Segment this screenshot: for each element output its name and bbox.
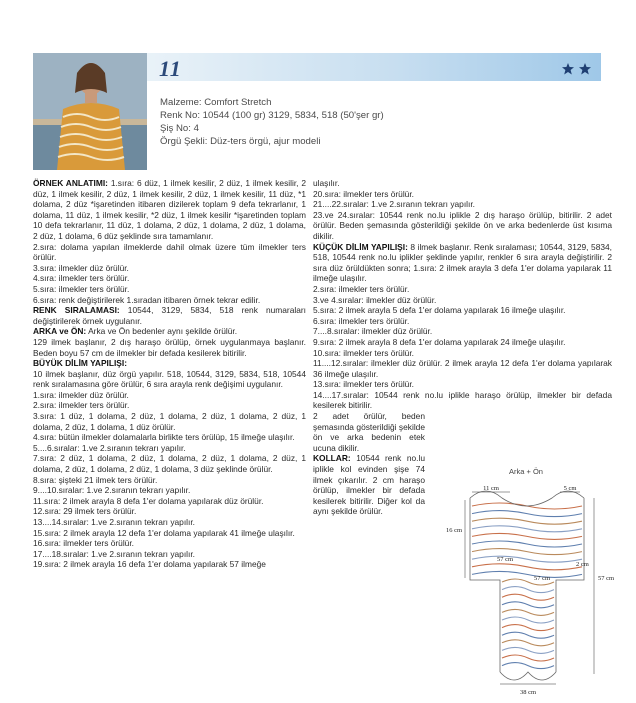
- instruction-paragraph: [313, 453, 425, 517]
- instruction-text: 5.sıra: 2 ilmek arayla 5 defa 1'er dolama yapılarak 16 ilmeğe ulaşılır.: [313, 305, 566, 316]
- stripe-line: [502, 632, 554, 638]
- instruction-paragraph: [313, 337, 612, 348]
- instruction-text: 13....14.sıralar: 1.ve 2.sıranın tekrarı yapılır.: [33, 517, 195, 527]
- stripe-line: [502, 617, 554, 623]
- instruction-text: 2.sıra: ilmekler ters örülür.: [313, 283, 410, 294]
- stripe-line: [502, 663, 554, 669]
- instruction-paragraph: [313, 305, 612, 316]
- instruction-text: 3.ve 4.sıralar: ilmekler düz örülür.: [313, 294, 437, 305]
- dim-bottom-width: 38 cm: [519, 689, 537, 696]
- instructions-column-left: [33, 178, 306, 570]
- instruction-paragraph: [313, 379, 612, 390]
- instruction-paragraph: [313, 189, 612, 200]
- instruction-paragraph: [313, 348, 612, 359]
- diagram-title: Arka + Ön: [509, 467, 543, 476]
- stitch-line: Örgü Şekli: Düz-ters örgü, ajur modeli: [160, 136, 321, 147]
- instruction-paragraph: [33, 358, 306, 369]
- schematic-diagram: [434, 462, 634, 698]
- stripe-line: [472, 526, 582, 532]
- dim-total-height: 57 cm: [597, 575, 615, 582]
- instruction-paragraph: [33, 242, 306, 263]
- instruction-paragraph: [313, 178, 612, 189]
- section-heading: BÜYÜK DİLİM YAPILIŞI:: [33, 358, 127, 369]
- instruction-paragraph: [33, 305, 306, 326]
- pattern-number: 11: [159, 56, 182, 81]
- section-heading: RENK SIRALAMASI:: [33, 305, 120, 316]
- instruction-text: 2 adet örülür, beden şemasında gösterildiği şekilde ön ve arka bedenin etek ucuna dikilir.: [313, 411, 425, 453]
- stripe-line: [472, 533, 582, 539]
- instruction-paragraph: [313, 326, 612, 337]
- instruction-text: 23.ve 24.sıralar: 10544 renk no.lu iplikle 2 dış haraşo örülüp, bitirilir. 2 adet örülür. Beden şemasında gösterildiği şekilde ön ve arka bedenlerde üst kısıma dikilir.: [313, 209, 612, 241]
- instruction-text: 16.sıra: ilmekler ters örülür.: [33, 538, 134, 549]
- stripe-line: [472, 511, 582, 517]
- instruction-paragraph: [313, 358, 612, 379]
- instruction-text: 17....18.sıralar: 1.ve 2.sıranın tekrarı yapılır.: [33, 548, 195, 559]
- instruction-text: 15.sıra: 2 ilmek arayla 12 defa 1'er dolama yapılarak 41 ilmeğe ulaşılır.: [33, 527, 295, 538]
- stripe-line: [472, 541, 582, 547]
- instruction-paragraph: [33, 178, 306, 242]
- instruction-paragraph: [33, 506, 306, 517]
- instruction-paragraph: [33, 337, 306, 358]
- instruction-text: 4.sıra: bütün ilmekler dolamalarla birlikte ters örülüp, 15 ilmeğe ulaşılır.: [33, 432, 295, 443]
- instruction-text: 3.sıra: 1 düz, 1 dolama, 2 düz, 1 dolama, 2 düz, 1 dolama, 2 düz, 1 dolama, 2 düz, 1 dolama, 1 düz örülür.: [33, 411, 306, 432]
- dim-sleeve-band: 2 cm: [576, 561, 589, 568]
- instruction-paragraph: [313, 411, 425, 453]
- instruction-text: 12.sıra: 29 ilmek ters örülür.: [33, 506, 137, 517]
- instruction-paragraph: [33, 273, 306, 284]
- instruction-paragraph: [33, 263, 306, 274]
- needle-line: Şiş No: 4: [160, 123, 199, 134]
- instruction-paragraph: [313, 242, 612, 284]
- instruction-text: ulaşılır.: [313, 178, 340, 188]
- instruction-paragraph: [33, 528, 306, 539]
- instruction-paragraph: [33, 326, 306, 337]
- instruction-paragraph: [33, 443, 306, 454]
- instruction-paragraph: [33, 390, 306, 401]
- instruction-paragraph: [33, 453, 306, 474]
- instruction-paragraph: [33, 369, 306, 390]
- instruction-text: 129 ilmek başlanır, 2 dış haraşo örülüp, örnek uygulanmaya başlanır. Beden boyu 57 cm de ilmekler bir defada kesilerek bitirilir.: [33, 336, 306, 358]
- stripe-line: [472, 571, 582, 577]
- instruction-text: 10 ilmek başlanır, düz örgü yapılır. 518, 10544, 3129, 5834, 518, 10544 renk sıralamasına göre örülür, 6 sıra arayla renk değişimi uygulanır.: [33, 368, 306, 390]
- instruction-text: 1.sıra: ilmekler düz örülür.: [33, 389, 129, 400]
- stripe-line: [502, 640, 554, 646]
- instruction-paragraph: [33, 559, 306, 570]
- instruction-paragraph: [313, 295, 612, 306]
- color-line: Renk No: 10544 (100 gr) 3129, 5834, 518 (50'şer gr): [160, 110, 384, 121]
- stripe-line: [502, 609, 554, 615]
- instruction-text: 9.sıra: 2 ilmek arayla 8 defa 1'er dolama yapılarak 24 ilmeğe ulaşılır.: [313, 336, 566, 347]
- instruction-text: 13.sıra: ilmekler ters örülür.: [313, 379, 414, 390]
- instruction-paragraph: [313, 199, 612, 210]
- instruction-paragraph: [33, 475, 306, 486]
- materials-block: [160, 96, 384, 148]
- stripe-line: [502, 602, 554, 608]
- instruction-paragraph: [313, 316, 612, 327]
- materials-line: Malzeme: Comfort Stretch: [160, 97, 272, 108]
- instruction-text: 7....8.sıralar: ilmekler düz örülür.: [313, 326, 433, 337]
- instruction-text: 10544 renk no.lu iplikle kol evinden şişe 74 ilmek çıkarılır. 2 cm haraşo örülüp, ilmekler bir defada kesilerek bitirilir. Diğer kol da aynı şekilde örülür.: [313, 453, 425, 517]
- instruction-paragraph: [313, 210, 612, 242]
- instruction-text: 11....12.sıralar: ilmekler düz örülür. 2 ilmek arayla 12 defa 1'er dolama yapılarak 36 ilmeğe ulaşılır.: [313, 358, 612, 379]
- section-heading: ÖRNEK ANLATIMI:: [33, 178, 108, 188]
- section-heading: ARKA ve ÖN:: [33, 326, 87, 337]
- dim-inner-height: 57 cm: [534, 575, 551, 582]
- instruction-text: 6.sıra: ilmekler ters örülür.: [313, 315, 410, 326]
- instruction-text: 5....6.sıralar: 1.ve 2.sıranın tekrarı yapılır.: [33, 442, 186, 453]
- instruction-text: Arka ve Ön bedenler aynı şekilde örülür.: [86, 326, 238, 337]
- instruction-text: 21....22.sıralar: 1.ve 2.sıranın tekrarı yapılır.: [313, 199, 475, 210]
- instruction-paragraph: [33, 517, 306, 528]
- instruction-text: 20.sıra: ilmekler ters örülür.: [313, 188, 414, 199]
- instruction-paragraph: [33, 496, 306, 507]
- stripe-line: [472, 518, 582, 524]
- instruction-paragraph: [33, 400, 306, 411]
- instruction-paragraph: [33, 432, 306, 443]
- stripe-line: [472, 556, 582, 562]
- instruction-text: 10.sıra: ilmekler ters örülür.: [313, 347, 414, 358]
- instruction-paragraph: [33, 411, 306, 432]
- instruction-text: 10544, 3129, 5834, 518 renk numaraları değiştirilerek örnek uygulanır.: [33, 305, 306, 326]
- star-icon: [562, 63, 574, 75]
- instruction-text: 7.sıra: 2 düz, 1 dolama, 2 düz, 1 dolama, 2 düz, 1 dolama, 2 düz, 1 dolama, 2 düz, 1 dolama, 2 düz, 1 dolama, 3 düz şeklinde örülür.: [33, 453, 306, 475]
- instruction-paragraph: [33, 549, 306, 560]
- instruction-paragraph: [33, 295, 306, 306]
- difficulty-rating: [561, 62, 593, 76]
- instruction-text: 8.sıra: şişteki 21 ilmek ters örülür.: [33, 474, 158, 485]
- stripe-line: [502, 587, 554, 593]
- instruction-paragraph: [33, 485, 306, 496]
- stripe-line: [472, 564, 582, 570]
- stripe-line: [472, 549, 582, 555]
- dim-side-height: 16 cm: [445, 527, 463, 534]
- star-icon: [579, 63, 591, 75]
- model-photo: [33, 53, 147, 170]
- dim-top-width: 11 cm: [483, 485, 499, 492]
- instruction-text: 5.sıra: ilmekler ters örülür.: [33, 283, 130, 294]
- instruction-paragraph: [313, 284, 612, 295]
- instruction-text: 19.sıra: 2 ilmek arayla 16 defa 1'er dolama yapılarak 57 ilmeğe: [33, 559, 266, 570]
- instruction-text: 3.sıra: ilmekler düz örülür.: [33, 262, 129, 273]
- instruction-text: 2.sıra: ilmekler ters örülür.: [33, 400, 130, 411]
- dim-inner-width: 57 cm: [497, 556, 514, 563]
- instruction-text: 4.sıra: ilmekler ters örülür.: [33, 273, 130, 284]
- stripe-line: [502, 594, 554, 600]
- instruction-text: 6.sıra: renk değiştirilerek 1.sıradan itibaren örnek tekrar edilir.: [33, 294, 261, 305]
- instruction-paragraph: [313, 390, 612, 411]
- instruction-paragraph: [33, 284, 306, 295]
- instruction-text: 8 ilmek başlanır. Renk sıralaması; 10544, 3129, 5834, 518, 10544 renk no.lu iplikler şeklinde yapılır, renkler 6 sıra arayla değiştirilir. 2 sıra düz örüldükten sonra; 1.sıra: 2 ilmek arayla 3 defa 1'er dolama yapılarak 11 ilmeğe ulaşılır.: [313, 241, 612, 284]
- instruction-text: 2.sıra: dolama yapılan ilmeklerde dahil olmak üzere tüm ilmekler ters örülür.: [33, 241, 306, 263]
- section-heading: KÜÇÜK DİLİM YAPILIŞI:: [313, 241, 408, 252]
- instruction-text: 14....17.sıralar: 10544 renk no.lu iplikle haraşo örülüp, ilmekler bir defada kesilerek bitirilir.: [313, 389, 612, 411]
- section-heading: KOLLAR:: [313, 453, 351, 464]
- instruction-text: 11.sıra: 2 ilmek arayla 8 defa 1'er dolama yapılarak düz örülür.: [33, 495, 264, 506]
- title-band: [147, 53, 601, 81]
- stripe-line: [502, 625, 554, 631]
- instruction-paragraph: [33, 538, 306, 549]
- stripe-line: [502, 647, 554, 653]
- instruction-text: 1.sıra: 6 düz, 1 ilmek kesilir, 2 düz, 1 ilmek kesilir, 2 düz, 1 ilmek kesilir, 2 düz, 1 ilmek kesilir, 2 düz, 1 ilmek kesilir, 11 düz, *1 dolama, 2 düz *işaretinden itibaren dizilerek toplam 9 defa tekrarlanır, 1 dolama, 11 düz, 1 ilmek kesilir, *2 düz, 1 ilmek kesilir *işaretinden toplam 10 defa tekrarlanır, 11 düz, 1 dolama, 2 düz, 1 dolama, 2 düz, 1 dolama, 2 düz, 1 dolama, 6 düz şeklinde sıra tamamlanır.: [33, 178, 307, 241]
- dim-neck-drop: 5 cm: [563, 485, 577, 492]
- instruction-text: 9....10.sıralar: 1.ve 2.sıranın tekrarı yapılır.: [33, 485, 191, 496]
- stripe-line: [502, 655, 554, 661]
